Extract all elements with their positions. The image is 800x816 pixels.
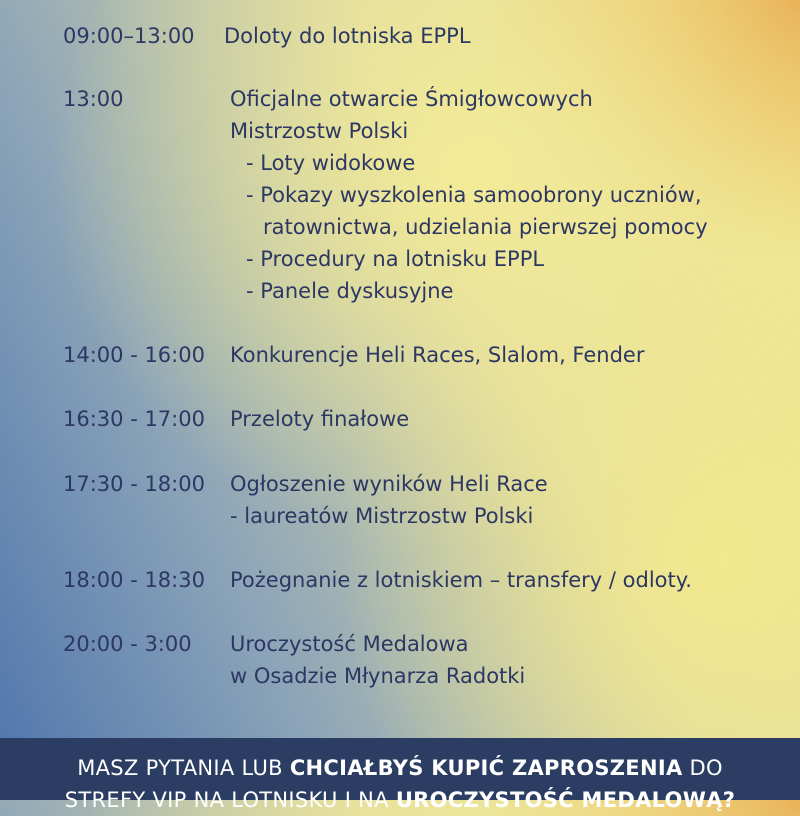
schedule-description — [224, 20, 471, 52]
schedule-subitem: - Procedury na lotnisku EPPL — [246, 247, 545, 271]
schedule-time: 18:00 - 18:30 — [63, 568, 205, 592]
schedule-time: 14:00 - 16:00 — [63, 343, 205, 367]
schedule-time: 17:30 - 18:00 — [63, 472, 205, 496]
schedule-line: Oficjalne otwarcie Śmigłowcowych — [230, 87, 593, 111]
banner-highlight: CHCIAŁBYŚ KUPIĆ ZAPROSZENIA — [289, 756, 683, 780]
schedule-line: Ogłoszenie wyników Heli Race — [230, 472, 548, 496]
schedule-line: Uroczystość Medalowa — [230, 632, 469, 656]
schedule-description — [230, 468, 548, 532]
schedule-subitem: - Pokazy wyszkolenia samoobrony uczniów, — [246, 183, 702, 207]
schedule-time: 20:00 - 3:00 — [63, 632, 192, 656]
banner-text: DO — [682, 756, 723, 780]
schedule-description — [230, 339, 644, 371]
schedule-time: 09:00–13:00 — [63, 24, 195, 48]
schedule-description — [230, 83, 708, 307]
contact-banner — [0, 738, 800, 812]
schedule-line: - laureatów Mistrzostw Polski — [230, 504, 534, 528]
schedule-line: Konkurencje Heli Races, Slalom, Fender — [230, 343, 645, 367]
schedule-description — [230, 403, 409, 435]
schedule-time: 16:30 - 17:00 — [63, 407, 205, 431]
schedule-line: Mistrzostw Polski — [230, 119, 409, 143]
schedule-line: Pożegnanie z lotniskiem – transfery / odloty. — [230, 568, 692, 592]
schedule-subitem: ratownictwa, udzielania pierwszej pomocy — [263, 215, 708, 239]
banner-text: STREFY VIP NA LOTNISKU I NA — [64, 788, 396, 812]
schedule-line: w Osadzie Młynarza Radotki — [230, 664, 526, 688]
banner-line — [0, 784, 800, 816]
banner-highlight: UROCZYSTOŚĆ MEDALOWĄ? — [395, 788, 736, 812]
banner-line — [0, 752, 800, 784]
schedule-line: Przeloty finałowe — [230, 407, 410, 431]
schedule-description — [230, 628, 525, 692]
schedule-time: 13:00 — [63, 87, 124, 111]
schedule-description — [230, 564, 692, 596]
schedule-subitem: - Panele dyskusyjne — [246, 279, 454, 303]
schedule-line: Doloty do lotniska EPPL — [224, 24, 471, 48]
schedule-subitem: - Loty widokowe — [246, 151, 416, 175]
banner-text: MASZ PYTANIA LUB — [77, 756, 290, 780]
